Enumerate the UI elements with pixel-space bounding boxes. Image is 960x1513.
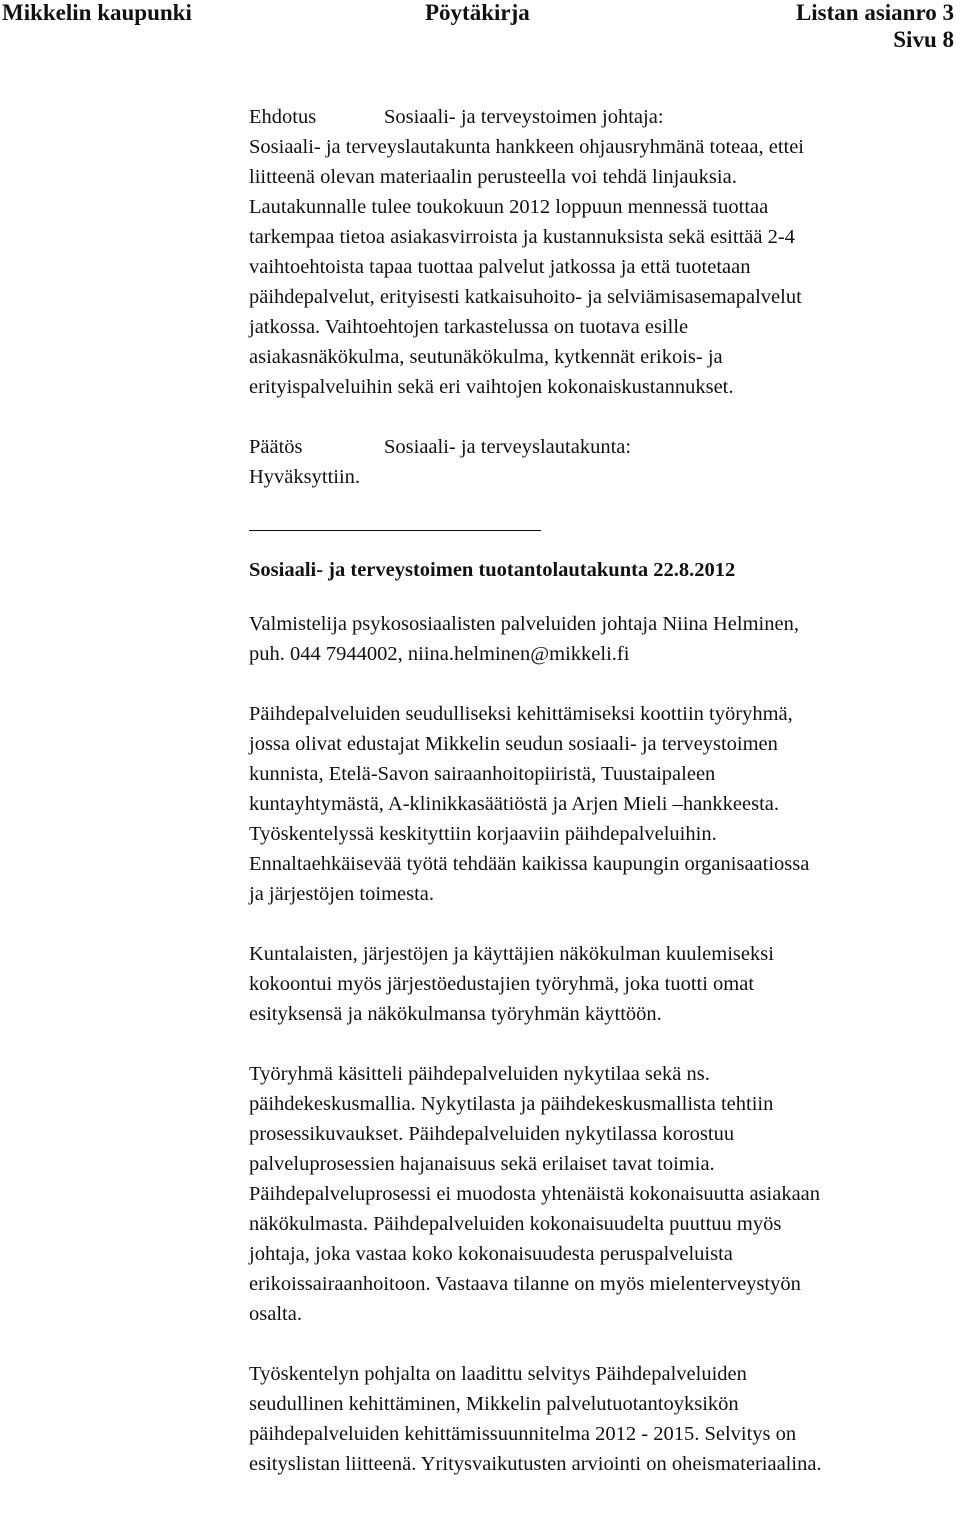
paragraph-working-group [249,699,949,909]
proposal-author: Sosiaali- ja terveystoimen johtaja: [384,106,664,128]
paragraph-line: osalta. [249,1303,302,1325]
paragraph-line: jossa olivat edustajat Mikkelin seudun sosiaali- ja terveystoimen [249,733,778,755]
document-body [249,102,949,1479]
spacer [249,402,949,432]
paragraph-line: kuntayhtymästä, A-klinikkasäätiöstä ja Arjen Mieli –hankkeesta. [249,793,780,815]
proposal-line: erityispalveluihin sekä eri vaihtojen kokonaiskustannukset. [249,376,734,398]
spacer [249,1029,949,1059]
proposal-line: Lautakunnalle tulee toukokuun 2012 loppuun mennessä tuottaa [249,196,769,218]
paragraph-line: näkökulmasta. Päihdepalveluiden kokonaisuudelta puuttuu myös [249,1213,782,1235]
preparer-line: puh. 044 7944002, niina.helminen@mikkeli.fi [249,643,630,665]
proposal-line: liitteenä olevan materiaalin perusteella voi tehdä linjauksia. [249,166,737,188]
page-header [0,0,960,64]
decision-heading [249,432,949,462]
paragraph-line: prosessikuvaukset. Päihdepalveluiden nykytilassa korostuu [249,1123,735,1145]
paragraph-line: Työryhmä käsitteli päihdepalveluiden nykytilaa sekä ns. [249,1063,710,1085]
paragraph-line: Työskentelyn pohjalta on laadittu selvitys Päihdepalveluiden [249,1363,747,1385]
proposal-line: päihdepalvelut, erityisesti katkaisuhoito- ja selviämisasemapalvelut [249,286,802,308]
preparer-info [249,609,949,669]
spacer [249,585,949,609]
paragraph-line: päihdekeskusmallia. Nykytilasta ja päihdekeskusmallista tehtiin [249,1093,774,1115]
paragraph-line: Päihdepalveluprosessi ei muodosta yhtenäistä kokonaisuutta asiakaan [249,1183,821,1205]
section-heading: Sosiaali- ja terveystoimen tuotantolautakunta 22.8.2012 [249,559,736,581]
proposal-line: vaihtoehtoista tapaa tuottaa palvelut jatkossa ja että tuotetaan [249,256,751,278]
section-divider [249,530,541,531]
paragraph-line: ja järjestöjen toimesta. [249,883,435,905]
paragraph-line: palveluprosessien hajanaisuus sekä erilaiset tavat toimia. [249,1153,715,1175]
paragraph-line: seudullinen kehittäminen, Mikkelin palvelutuotantoyksikön [249,1393,739,1415]
proposal-line: jatkossa. Vaihtoehtojen tarkastelussa on tuotava esille [249,316,689,338]
paragraph-line: Päihdepalveluiden seudulliseksi kehittämiseksi koottiin työryhmä, [249,703,793,725]
proposal-line: Sosiaali- ja terveyslautakunta hankkeen ohjausryhmänä toteaa, ettei [249,136,805,158]
proposal-line: tarkempaa tietoa asiakasvirroista ja kustannuksista sekä esittää 2-4 [249,226,795,248]
proposal-heading [249,102,949,132]
preparer-line: Valmistelija psykososiaalisten palveluiden johtaja Niina Helminen, [249,613,799,635]
paragraph-line: kokoontui myös järjestöedustajien työryhmä, joka tuotti omat [249,973,755,995]
page-number: Sivu 8 [893,27,954,52]
document-type: Pöytäkirja [425,0,530,25]
proposal-text [249,132,949,402]
spacer [249,1329,949,1359]
organization-name: Mikkelin kaupunki [2,0,192,25]
proposal-line: asiakasnäkökulma, seutunäkökulma, kytkennät erikois- ja [249,346,723,368]
paragraph-line: esityslistan liitteenä. Yritysvaikutusten arviointi on oheismateriaalina. [249,1453,822,1475]
paragraph-line: Työskentelyssä keskityttiin korjaaviin päihdepalveluihin. [249,823,717,845]
paragraph-line: päihdepalveluiden kehittämissuunnitelma 2012 - 2015. Selvitys on [249,1423,797,1445]
spacer [249,669,949,699]
decision-label: Päätös [249,436,303,458]
decision-result: Hyväksyttiin. [249,466,361,488]
paragraph-current-state [249,1059,949,1329]
paragraph-line: johtaja, joka vastaa koko kokonaisuudesta peruspalveluista [249,1243,733,1265]
paragraph-line: esityksensä ja näkökulmansa työryhmän käyttöön. [249,1003,662,1025]
paragraph-line: kunnista, Etelä-Savon sairaanhoitopiiristä, Tuustaipaleen [249,763,716,785]
paragraph-report [249,1359,949,1479]
paragraph-citizen-views [249,939,949,1029]
paragraph-line: Ennaltaehkäisevää työtä tehdään kaikissa kaupungin organisaatiossa [249,853,810,875]
paragraph-line: erikoissairaanhoitoon. Vastaava tilanne on myös mielenterveystyön [249,1273,801,1295]
spacer [249,909,949,939]
list-item-number: Listan asianro 3 [795,0,954,25]
proposal-label: Ehdotus [249,106,317,128]
paragraph-line: Kuntalaisten, järjestöjen ja käyttäjien näkökulman kuulemiseksi [249,943,774,965]
decision-body: Sosiaali- ja terveyslautakunta: [384,436,632,458]
